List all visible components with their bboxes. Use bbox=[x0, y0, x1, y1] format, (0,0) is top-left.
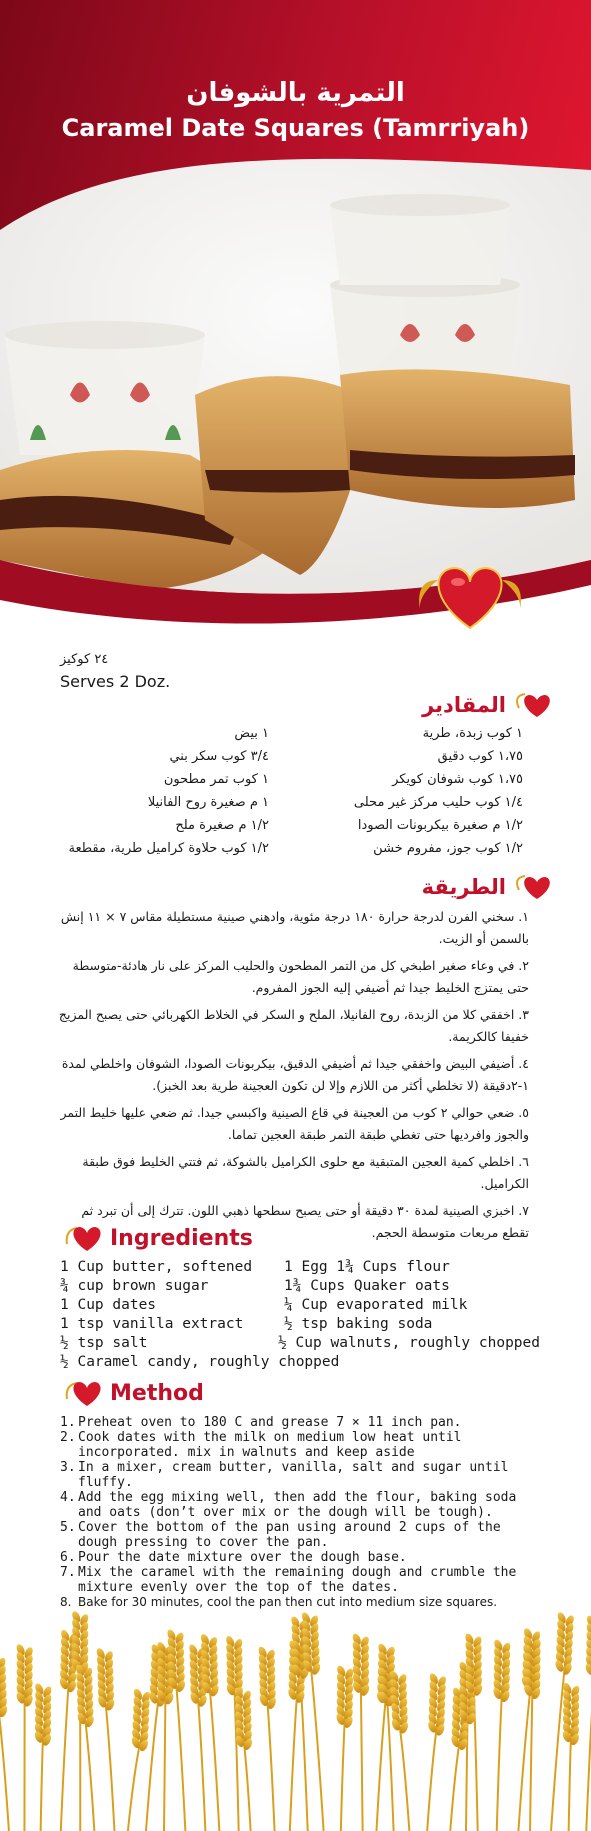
step-text: Pour the date mixture over the dough base. bbox=[78, 1550, 407, 1565]
list-item bbox=[60, 1550, 532, 1565]
step-number: 8. bbox=[60, 1595, 72, 1609]
step-text: Cook dates with the milk on medium low heat until incorporated. mix in walnuts and keep aside bbox=[78, 1430, 462, 1460]
english-method-heading: Method bbox=[110, 1381, 204, 1406]
step-text: Preheat oven to 180 C and grease 7 × 11 inch pan. bbox=[78, 1415, 462, 1430]
list-item: ١ بيض bbox=[234, 726, 269, 741]
heart-icon bbox=[65, 1222, 105, 1254]
heart-icon bbox=[515, 872, 553, 902]
heart-icon bbox=[65, 1377, 105, 1409]
wheat-stalk bbox=[361, 1679, 363, 1831]
wheat-stalk bbox=[427, 1719, 438, 1831]
list-item: ٥. ضعي حوالي ٢ كوب من العجينة في قاع الصينية واكبسي جيدا. ثم ضعي عليها خليط التمر والجوز وافرديها حتى تغطي طبقة التمر طبقة العجين تماما. bbox=[60, 1105, 529, 1142]
wheat-stalk bbox=[290, 1686, 298, 1831]
list-item bbox=[60, 1460, 532, 1490]
list-item: ¾ cup brown sugar bbox=[60, 1278, 209, 1294]
wheat-stalk bbox=[310, 1658, 324, 1831]
list-item: ١ م صغيرة روح الفانيلا bbox=[147, 795, 269, 810]
arabic-method-list bbox=[51, 906, 529, 1249]
list-item: ١ كوب زبدة، طرية bbox=[422, 726, 523, 741]
list-item: ٤. أضيفي البيض واخفقي جيدا ثم أضيفي الدقيق، بيكربونات الصودا، الشوفان واخلطي لمدة ١-٢دقيقة (لا تخلطي أكثر من اللازم وإلا لن تكون العجينة طرية بعد الخبز). bbox=[61, 1056, 529, 1093]
wheat-grain bbox=[584, 1662, 591, 1676]
wheat-stalk bbox=[569, 1729, 572, 1831]
wheat-stalk bbox=[128, 1735, 142, 1831]
list-item: ١/٢ م صغيرة ملح bbox=[175, 818, 269, 833]
wheat-stalk bbox=[341, 1711, 345, 1831]
heart-icon bbox=[515, 690, 553, 720]
wheat-stalk bbox=[209, 1680, 219, 1831]
wheat-decoration bbox=[0, 1600, 591, 1831]
english-method-list bbox=[60, 1415, 532, 1610]
list-item: ¼ Cup evaporated milk bbox=[284, 1297, 468, 1313]
list-item bbox=[60, 1415, 532, 1430]
step-number: 4. bbox=[60, 1490, 76, 1505]
wheat-stalk bbox=[61, 1676, 69, 1831]
wheat-stalk bbox=[530, 1682, 533, 1831]
serves-arabic: ٢٤ كوكيز bbox=[60, 652, 109, 667]
list-item: ½ tsp salt bbox=[60, 1335, 148, 1351]
list-item: ١،٧٥ كوب دقيق bbox=[437, 749, 523, 764]
list-item: ٣. اخفقي كلا من الزبدة، روح الفانيلا، الملح و السكر في الخلاط الكهربائي حتى يصبح المزيج خفيفا كالكريمة. bbox=[58, 1007, 529, 1044]
list-item bbox=[60, 1565, 532, 1595]
wheat-stalk bbox=[267, 1692, 275, 1831]
list-item: ١/٤ كوب حليب مركز غير محلى bbox=[353, 795, 523, 810]
table-row bbox=[60, 1353, 540, 1372]
step-number: 5. bbox=[60, 1520, 76, 1535]
wheat-stalk bbox=[586, 1661, 591, 1831]
list-item bbox=[60, 1490, 532, 1520]
arabic-ingredients-col2 bbox=[69, 722, 270, 860]
step-number: 3. bbox=[60, 1460, 76, 1475]
list-item: 1 tsp vanilla extract bbox=[60, 1316, 244, 1332]
wheat-stalk bbox=[164, 1688, 166, 1831]
english-ingredients-list bbox=[60, 1258, 540, 1372]
table-row bbox=[60, 1334, 540, 1353]
list-item: ١ كوب تمر مطحون bbox=[163, 772, 269, 787]
list-item: ½ tsp baking soda bbox=[284, 1316, 433, 1332]
serves-english: Serves 2 Doz. bbox=[60, 672, 171, 691]
wheat-stalk bbox=[0, 1700, 9, 1831]
step-text: Mix the caramel with the remaining dough and crumble the mixture evenly over the top of the dates. bbox=[78, 1565, 517, 1595]
table-row bbox=[60, 1277, 540, 1296]
table-row bbox=[60, 1296, 540, 1315]
list-item: 1 Egg 1¾ Cups flour bbox=[284, 1259, 450, 1275]
list-item: ١. سخني الفرن لدرجة حرارة ١٨٠ درجة مئوية، وادهني صينية مستطيلة مقاس ٧ × ١١ إنش بالسمن أو الزيت. bbox=[60, 909, 529, 946]
step-text: Bake for 30 minutes, cool the pan then cut into medium size squares. bbox=[78, 1595, 498, 1609]
list-item bbox=[60, 1520, 532, 1550]
wheat-stalk bbox=[497, 1685, 503, 1831]
step-text: Cover the bottom of the pan using around 2 cups of the dough pressing to cover the pan. bbox=[78, 1520, 501, 1550]
list-item: ٣/٤ كوب سكر بني bbox=[169, 749, 269, 764]
step-number: 2. bbox=[60, 1430, 76, 1445]
list-item: 1 Cup dates bbox=[60, 1297, 157, 1313]
title-english: Caramel Date Squares (Tamrriyah) bbox=[61, 114, 530, 142]
list-item bbox=[60, 1430, 532, 1460]
wheat-stalk bbox=[105, 1694, 115, 1831]
wheat-stalk bbox=[450, 1733, 461, 1831]
list-item: ٢. في وعاء صغير اطبخي كل من التمر المطحون والحليب المركز على نار هادئة-متوسطة حتى يمتزج الخليط جيدا ثم أضيفي إليه الجوز المفروم. bbox=[72, 958, 529, 995]
list-item: ٦. اخلطي كمية العجين المتبقية مع حلوى الكراميل بالشوكة، ثم فتتي الخليط فوق طبقة الكراميل. bbox=[82, 1154, 529, 1191]
wheat-stalk bbox=[175, 1675, 185, 1831]
list-item: ٧. اخبزي الصينية لمدة ٣٠ دقيقة أو حتى يصبح سطحها ذهبي اللون. تترك إلى أن تبرد ثم تقطع مربعات متوسطة الحجم. bbox=[81, 1203, 529, 1240]
step-text: Add the egg mixing well, then add the flour, baking soda and oats (don’t over mix or the dough will be tough). bbox=[78, 1490, 517, 1520]
list-item: 1¾ Cups Quaker oats bbox=[284, 1278, 450, 1294]
step-text: In a mixer, cream butter, vanilla, salt and sugar until fluffy. bbox=[78, 1460, 509, 1490]
list-item: 1 Cup butter, softened bbox=[60, 1259, 253, 1275]
step-number: 6. bbox=[60, 1550, 76, 1565]
list-item: ١/٢ كوب جوز، مفروم خشن bbox=[373, 841, 523, 856]
wheat-stalk bbox=[551, 1658, 566, 1831]
title-arabic: التمرية بالشوفان bbox=[186, 78, 405, 108]
arabic-ingredients-heading: المقادير bbox=[422, 693, 506, 717]
list-item: ½ Caramel candy, roughly chopped bbox=[60, 1354, 340, 1370]
table-row bbox=[60, 1258, 540, 1277]
wheat-stalk bbox=[197, 1690, 205, 1831]
list-item: ١/٢ م صغيرة بيكربونات الصودا bbox=[357, 818, 523, 833]
step-number: 7. bbox=[60, 1565, 76, 1580]
arabic-ingredients-col1 bbox=[354, 722, 523, 860]
wheat-stalk bbox=[41, 1729, 44, 1831]
wheat-stalk bbox=[376, 1689, 386, 1831]
list-item: ١/٢ كوب حلاوة كراميل طرية، مقطعة bbox=[68, 841, 269, 856]
wheat-stalk bbox=[84, 1710, 94, 1831]
list-item: ١،٧٥ كوب شوفان كويكر bbox=[392, 772, 523, 787]
english-ingredients-heading: Ingredients bbox=[110, 1226, 253, 1251]
list-item: ½ Cup walnuts, roughly chopped bbox=[278, 1335, 540, 1351]
step-number: 1. bbox=[60, 1415, 76, 1430]
arabic-method-heading: الطريقة bbox=[421, 875, 506, 899]
wheat-stalk bbox=[398, 1717, 409, 1831]
table-row bbox=[60, 1315, 540, 1334]
